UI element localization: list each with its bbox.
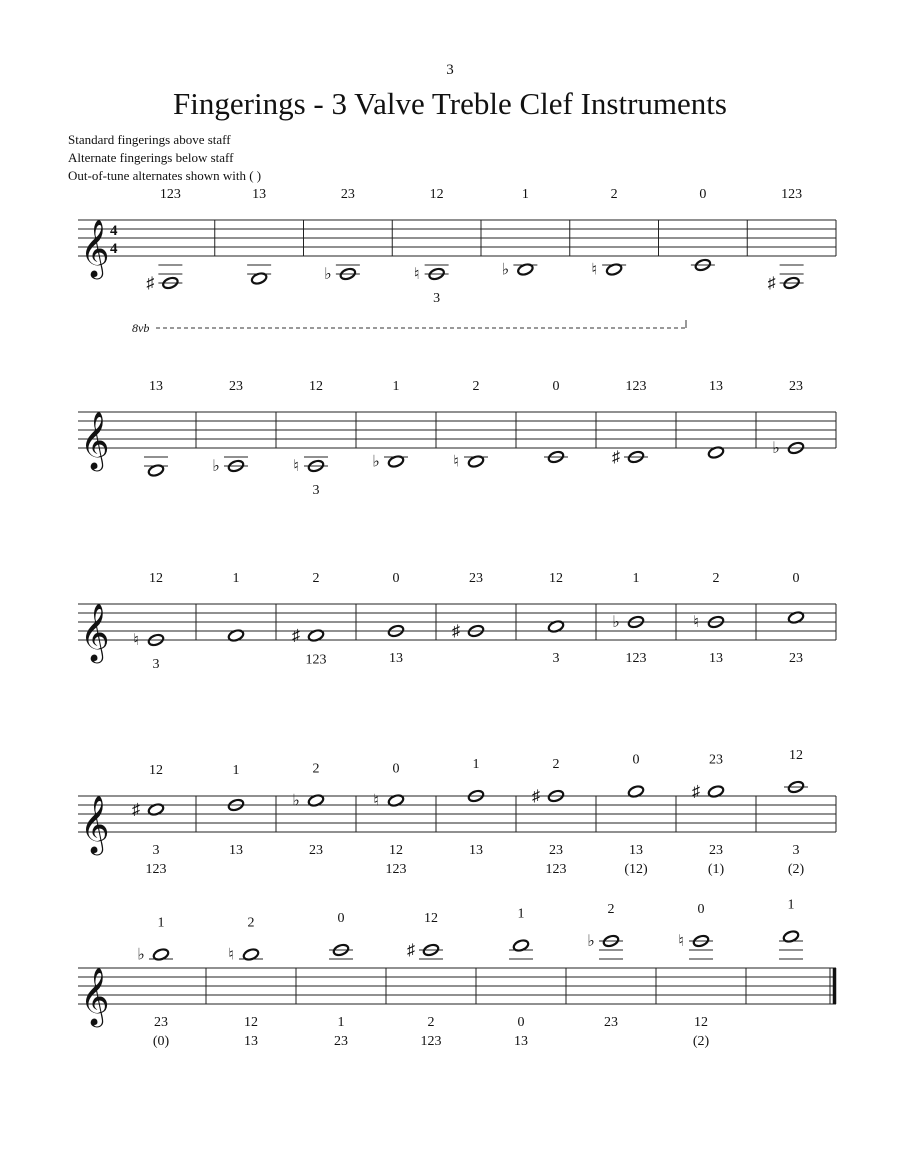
alternate-fingering: (2) <box>692 1034 710 1049</box>
legend-standard: Standard fingerings above staff <box>68 132 231 147</box>
alternate-fingering: 0 <box>517 1015 525 1030</box>
sharp-accidental: ♯ <box>692 783 700 801</box>
alternate-fingering: 13 <box>229 843 243 858</box>
standard-fingering: 1 <box>232 571 240 586</box>
sharp-accidental: ♯ <box>407 942 415 959</box>
sharp-accidental: ♯ <box>612 449 620 466</box>
standard-fingering: 1 <box>472 757 480 772</box>
standard-fingering: 0 <box>337 911 345 926</box>
flat-accidental: ♭ <box>292 792 300 810</box>
sharp-accidental: ♯ <box>767 275 776 292</box>
standard-fingering: 23 <box>229 379 243 394</box>
standard-fingering: 123 <box>159 187 181 202</box>
alternate-fingering: 23 <box>604 1015 618 1030</box>
flat-accidental: ♭ <box>587 933 595 950</box>
flat-accidental: ♭ <box>372 453 380 471</box>
alternate-fingering: 13 <box>244 1034 258 1049</box>
alternate-fingering: 12 <box>244 1015 258 1030</box>
standard-fingering: 2 <box>552 757 560 772</box>
treble-clef: 𝄞 <box>80 796 110 852</box>
alternate-fingering: 1 <box>337 1015 345 1030</box>
flat-accidental: ♭ <box>772 440 780 457</box>
alternate-fingering: 3 <box>552 651 560 666</box>
page-number: 3 <box>446 62 454 78</box>
standard-fingering: 12 <box>424 911 438 926</box>
standard-fingering: 0 <box>697 902 705 917</box>
standard-fingering: 2 <box>312 761 320 777</box>
standard-fingering: 12 <box>149 763 163 778</box>
standard-fingering: 0 <box>392 761 400 777</box>
standard-fingering: 1 <box>392 379 400 394</box>
standard-fingering: 2 <box>607 902 615 917</box>
natural-accidental: ♮ <box>591 261 597 279</box>
standard-fingering: 0 <box>699 187 707 202</box>
alternate-fingering: 23 <box>549 843 563 858</box>
alternate-fingering: 23 <box>709 843 723 858</box>
legend-out-of-tune: Out-of-tune alternates shown with ( ) <box>68 168 262 183</box>
standard-fingering: 0 <box>792 571 800 586</box>
alternate-fingering: 3 <box>152 843 160 858</box>
alternate-fingering: 3 <box>792 843 800 858</box>
natural-accidental: ♮ <box>373 792 379 810</box>
standard-fingering: 2 <box>472 379 480 394</box>
standard-fingering: 1 <box>517 906 525 922</box>
natural-accidental: ♮ <box>693 614 699 631</box>
treble-clef: 𝄞 <box>80 968 110 1024</box>
alternate-fingering: 123 <box>545 862 567 877</box>
standard-fingering: 0 <box>552 379 560 394</box>
alternate-fingering: 123 <box>420 1034 442 1049</box>
legend-alternate: Alternate fingerings below staff <box>68 150 234 165</box>
alternate-fingering: 13 <box>629 843 643 858</box>
standard-fingering: 1 <box>632 571 640 586</box>
alternate-fingering: 23 <box>789 651 803 666</box>
alternate-fingering: 123 <box>145 862 167 877</box>
alternate-fingering: 2 <box>427 1015 435 1030</box>
natural-accidental: ♮ <box>678 933 684 950</box>
flat-accidental: ♭ <box>501 261 510 279</box>
alternate-fingering: 12 <box>389 843 403 858</box>
page-title: Fingerings - 3 Valve Treble Clef Instruments <box>173 86 727 121</box>
standard-fingering: 2 <box>247 915 255 931</box>
treble-clef: 𝄞 <box>80 604 110 660</box>
standard-fingering: 23 <box>789 379 803 394</box>
alternate-fingering: (1) <box>707 862 725 877</box>
treble-clef: 𝄞 <box>80 412 110 468</box>
natural-accidental: ♮ <box>413 266 420 283</box>
alternate-fingering: 13 <box>389 651 403 666</box>
natural-accidental: ♮ <box>453 453 459 471</box>
alternate-fingering: 23 <box>334 1034 348 1049</box>
natural-accidental: ♮ <box>228 946 234 964</box>
standard-fingering: 12 <box>429 187 444 202</box>
standard-fingering: 2 <box>610 187 618 202</box>
flat-accidental: ♭ <box>137 946 145 964</box>
flat-accidental: ♭ <box>212 458 220 475</box>
alternate-fingering: 13 <box>469 843 483 858</box>
standard-fingering: 1 <box>521 187 529 202</box>
standard-fingering: 2 <box>312 571 320 586</box>
alternate-fingering: (0) <box>152 1034 170 1049</box>
time-signature-top: 4 <box>110 223 118 239</box>
alternate-fingering: 3 <box>433 291 441 306</box>
sharp-accidental: ♯ <box>452 623 460 640</box>
alternate-fingering: (2) <box>787 862 805 877</box>
standard-fingering: 123 <box>625 379 647 394</box>
standard-fingering: 13 <box>149 379 163 394</box>
standard-fingering: 12 <box>149 571 163 586</box>
alternate-fingering: 23 <box>154 1015 168 1030</box>
standard-fingering: 0 <box>632 752 640 768</box>
standard-fingering: 12 <box>549 571 563 586</box>
alternate-fingering: 12 <box>694 1015 708 1030</box>
standard-fingering: 12 <box>309 379 323 394</box>
standard-fingering: 23 <box>709 752 723 768</box>
alternate-fingering: (12) <box>624 862 648 877</box>
sharp-accidental: ♯ <box>132 801 140 819</box>
standard-fingering: 123 <box>781 187 803 202</box>
alternate-fingering: 3 <box>152 657 160 672</box>
sharp-accidental: ♯ <box>532 788 540 805</box>
time-signature-bottom: 4 <box>110 241 118 257</box>
standard-fingering: 0 <box>392 571 400 586</box>
sharp-accidental: ♯ <box>146 275 155 292</box>
alternate-fingering: 13 <box>709 651 723 666</box>
ottava-label: 8vb <box>132 321 150 335</box>
alternate-fingering: 123 <box>305 652 327 668</box>
standard-fingering: 1 <box>157 915 165 931</box>
flat-accidental: ♭ <box>324 266 332 283</box>
alternate-fingering: 123 <box>625 651 647 666</box>
flat-accidental: ♭ <box>612 614 620 631</box>
natural-accidental: ♮ <box>293 458 299 475</box>
standard-fingering: 13 <box>709 379 723 394</box>
standard-fingering: 1 <box>232 763 240 778</box>
treble-clef: 𝄞 <box>80 220 110 276</box>
standard-fingering: 12 <box>789 748 803 763</box>
standard-fingering: 1 <box>787 897 795 913</box>
sharp-accidental: ♯ <box>292 627 300 645</box>
natural-accidental: ♮ <box>133 632 139 649</box>
standard-fingering: 2 <box>712 571 720 586</box>
alternate-fingering: 123 <box>385 862 407 877</box>
alternate-fingering: 23 <box>309 843 323 858</box>
alternate-fingering: 13 <box>514 1034 528 1049</box>
standard-fingering: 23 <box>340 187 355 202</box>
alternate-fingering: 3 <box>312 483 320 498</box>
standard-fingering: 23 <box>469 571 483 586</box>
standard-fingering: 13 <box>252 187 267 202</box>
